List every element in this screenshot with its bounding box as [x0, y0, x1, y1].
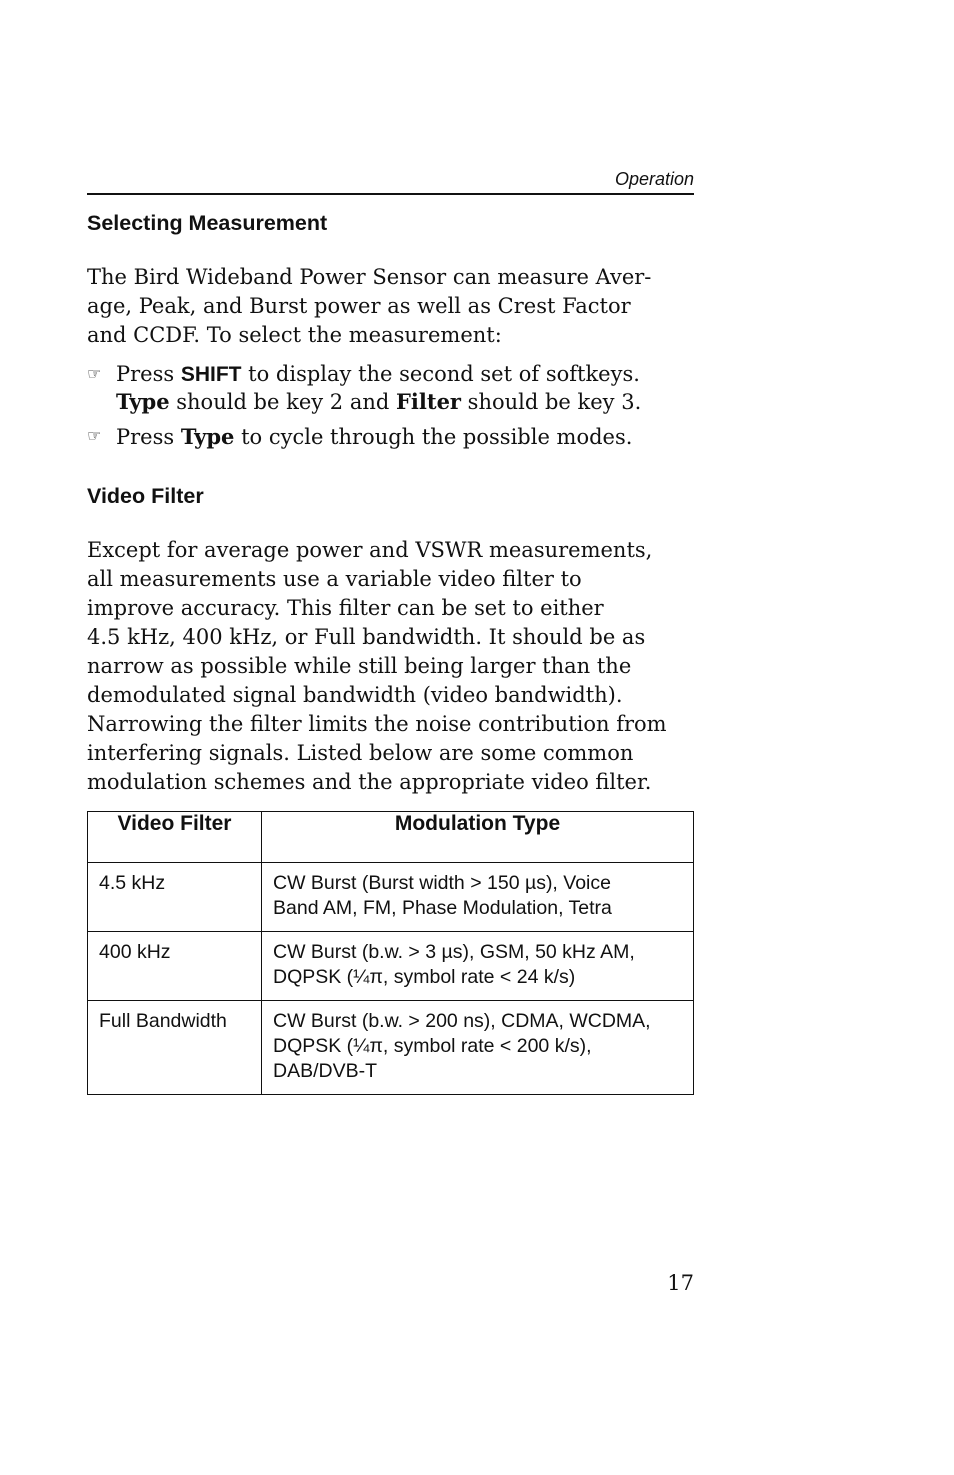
key-type: Type [180, 424, 235, 449]
table-row [88, 863, 694, 932]
cell-line: DQPSK (¼π, symbol rate < 24 k/s) [273, 966, 576, 988]
running-head: Operation [614, 169, 694, 189]
paragraph-line: improve accuracy. This filter can be set to either [87, 596, 604, 620]
paragraph-line: 4.5 kHz, 400 kHz, or Full bandwidth. It should be as [87, 625, 646, 649]
section-heading-selecting-measurement: Selecting Measurement [87, 211, 328, 235]
pointing-hand-icon: ☞ [87, 364, 102, 383]
bullet-text: should be key 2 and [169, 390, 396, 414]
cell-video-filter: Full Bandwidth [88, 1001, 262, 1095]
bullet-text: Press [116, 425, 181, 449]
table-row [88, 1001, 694, 1095]
header-rule [87, 193, 694, 195]
video-filter-table [87, 811, 694, 1095]
cell-video-filter: 4.5 kHz [88, 863, 262, 932]
paragraph-line: narrow as possible while still being larger than the [87, 654, 632, 678]
intro-paragraph [87, 263, 694, 350]
paragraph-line: Except for average power and VSWR measurements, [87, 538, 653, 562]
bullet-text: Press [116, 362, 181, 386]
paragraph-line: all measurements use a variable video filter to [87, 567, 582, 591]
bullet-text: to display the second set of softkeys. [241, 362, 640, 386]
bullet-item-type [87, 423, 694, 451]
cell-modulation-type [262, 863, 694, 932]
paragraph-line: modulation schemes and the appropriate video filter. [87, 770, 652, 794]
key-type: Type [116, 389, 170, 414]
page-number: 17 [667, 1271, 694, 1295]
paragraph-line: Narrowing the filter limits the noise contribution from [87, 712, 667, 736]
cell-line: CW Burst (b.w. > 3 µs), GSM, 50 kHz AM, [273, 941, 635, 963]
bullet-text: to cycle through the possible modes. [234, 425, 633, 449]
video-filter-paragraph [87, 536, 694, 797]
paragraph-line: The Bird Wideband Power Sensor can measure Aver- [87, 265, 652, 289]
key-shift: SHIFT [180, 363, 242, 386]
paragraph-line: interfering signals. Listed below are some common [87, 741, 634, 765]
table-row [88, 932, 694, 1001]
column-header-video-filter: Video Filter [88, 812, 262, 863]
key-filter: Filter [396, 389, 461, 414]
paragraph-line: demodulated signal bandwidth (video bandwidth). [87, 683, 623, 707]
column-header-modulation-type: Modulation Type [262, 812, 694, 863]
bullet-line [87, 388, 694, 416]
cell-line: Band AM, FM, Phase Modulation, Tetra [273, 897, 612, 919]
cell-modulation-type [262, 1001, 694, 1095]
cell-modulation-type [262, 932, 694, 1001]
bullet-text: should be key 3. [461, 390, 642, 414]
paragraph-line: and CCDF. To select the measurement: [87, 323, 502, 347]
pointing-hand-icon: ☞ [87, 426, 102, 445]
table-header-row [88, 812, 694, 863]
cell-line: DQPSK (¼π, symbol rate < 200 k/s), [273, 1035, 592, 1057]
cell-line: CW Burst (Burst width > 150 µs), Voice [273, 872, 611, 894]
cell-line: CW Burst (b.w. > 200 ns), CDMA, WCDMA, [273, 1010, 651, 1032]
cell-line: DAB/DVB-T [273, 1060, 378, 1082]
paragraph-line: age, Peak, and Burst power as well as Crest Factor [87, 294, 631, 318]
section-heading-video-filter: Video Filter [87, 484, 204, 508]
bullet-line [87, 361, 694, 388]
bullet-line [87, 423, 694, 451]
cell-video-filter: 400 kHz [88, 932, 262, 1001]
bullet-item-shift [87, 361, 694, 416]
